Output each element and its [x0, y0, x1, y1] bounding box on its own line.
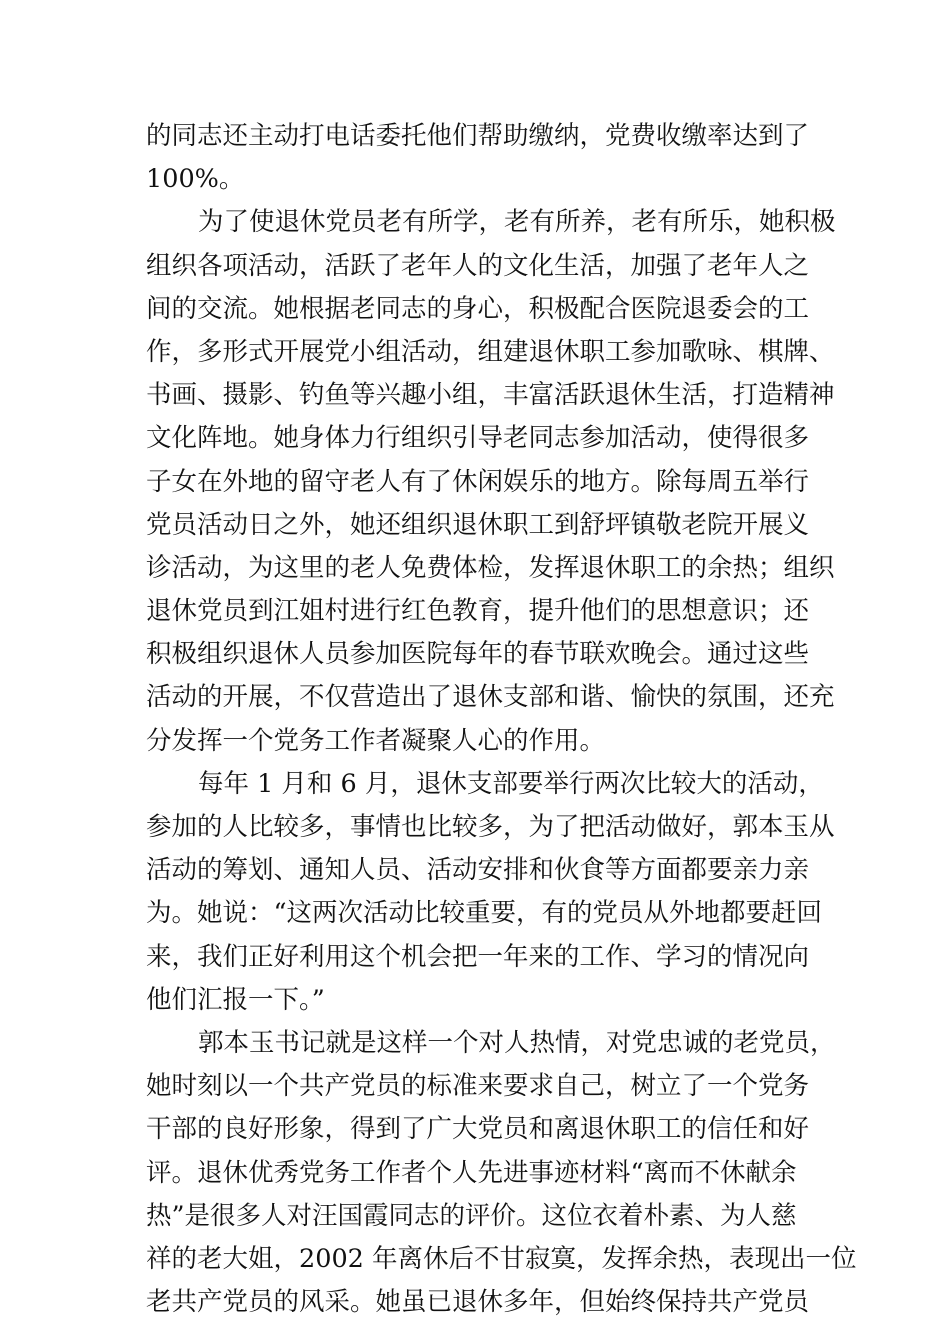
text-line: 为。她说：“这两次活动比较重要，有的党员从外地都要赶回 — [146, 898, 823, 929]
text-line: 文化阵地。她身体力行组织引导老同志参加活动，使得很多 — [146, 423, 810, 454]
text-line: 100%。 — [146, 164, 245, 195]
text-line: 活动的开展，不仅营造出了退休支部和谐、愉快的氛围，还充 — [146, 682, 835, 713]
text-line: 党员活动日之外，她还组织退休职工到舒坪镇敬老院开展义 — [146, 509, 810, 540]
text-line: 间的交流。她根据老同志的身心，积极配合医院退委会的工 — [146, 293, 810, 324]
text-line: 他们汇报一下。” — [146, 984, 325, 1015]
text-line: 子女在外地的留守老人有了休闲娱乐的地方。除每周五举行 — [146, 466, 810, 497]
text-line: 的同志还主动打电话委托他们帮助缴纳，党费收缴率达到了 — [146, 121, 810, 151]
paragraph-start-line: 郭本玉书记就是这样一个对人热情，对党忠诚的老党员， — [198, 1027, 836, 1058]
text-line: 退休党员到江姐村进行红色教育，提升他们的思想意识；还 — [146, 596, 810, 627]
paragraph-start-line: 每年 1 月和 6 月，退休支部要举行两次比较大的活动， — [198, 768, 824, 799]
text-line: 组织各项活动，活跃了老年人的文化生活，加强了老年人之 — [146, 250, 810, 281]
text-line: 参加的人比较多，事情也比较多，为了把活动做好，郭本玉从 — [146, 812, 835, 842]
text-line: 分发挥一个党务工作者凝聚人心的作用。 — [146, 725, 606, 756]
text-line: 活动的筹划、通知人员、活动安排和伙食等方面都要亲力亲 — [146, 855, 810, 886]
text-line: 诊活动，为这里的老人免费体检，发挥退休职工的余热；组织 — [146, 552, 835, 583]
text-line: 评。退休优秀党务工作者个人先进事迹材料“离而不休献余 — [146, 1157, 797, 1188]
text-line: 书画、摄影、钓鱼等兴趣小组，丰富活跃退休生活，打造精神 — [146, 380, 835, 411]
text-line: 热”是很多人对汪国霞同志的评价。这位衣着朴素、为人慈 — [146, 1200, 797, 1231]
text-line: 祥的老大姐，2002 年离休后不甘寂寞，发挥余热，表现出一位 — [146, 1243, 857, 1274]
text-line: 来，我们正好利用这个机会把一年来的工作、学习的情况向 — [146, 941, 810, 972]
text-line: 干部的良好形象，得到了广大党员和离退休职工的信任和好 — [146, 1114, 810, 1145]
body-text — [146, 115, 857, 1324]
text-line: 老共产党员的风采。她虽已退休多年，但始终保持共产党员 — [146, 1287, 810, 1318]
text-line: 积极组织退休人员参加医院每年的春节联欢晚会。通过这些 — [146, 639, 810, 670]
text-line: 她时刻以一个共产党员的标准来要求自己，树立了一个党务 — [146, 1071, 810, 1102]
text-line: 作，多形式开展党小组活动，组建退休职工参加歌咏、棋牌、 — [146, 336, 835, 367]
paragraph-start-line: 为了使退休党员老有所学，老有所养，老有所乐，她积极 — [198, 207, 836, 238]
